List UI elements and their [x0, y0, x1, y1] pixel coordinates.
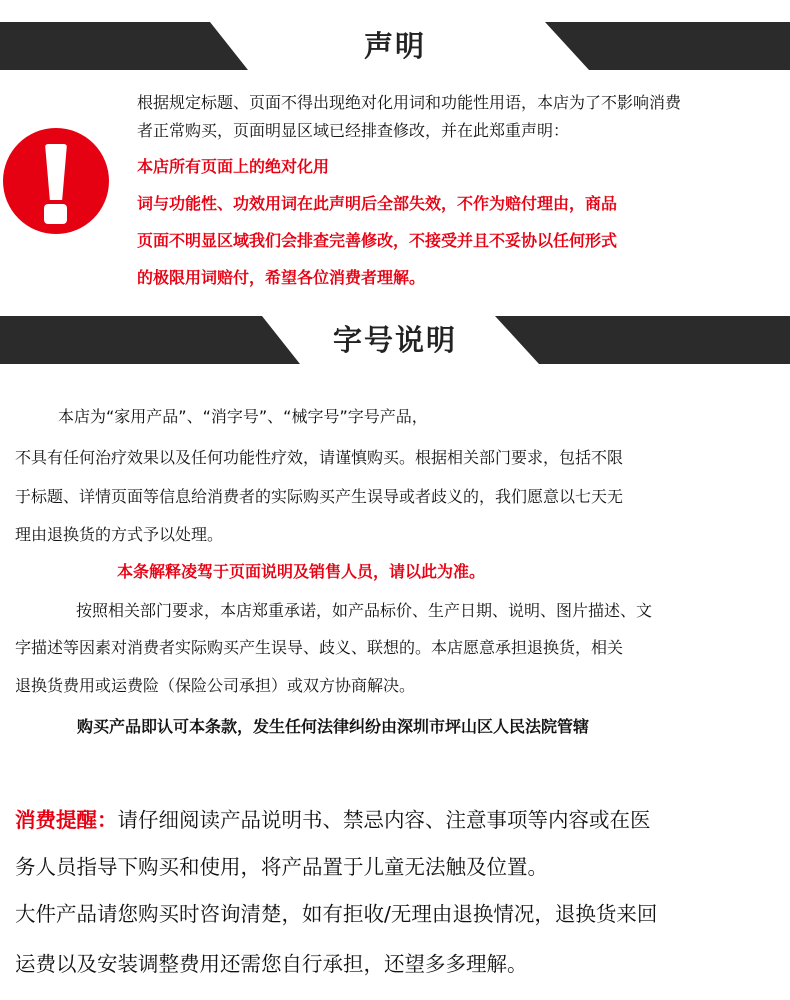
- statement-line-2: 者正常购买，页面明显区域已经排查修改，并在此郑重声明：: [137, 121, 570, 140]
- font-note-line-2: 不具有任何治疗效果以及任何功能性疗效，请谨慎购买。根据相关部门要求，包括不限: [15, 448, 624, 467]
- reminder-line-1: [15, 806, 651, 834]
- exclamation-dot: [44, 204, 67, 224]
- font-note-line-1: 本店为“家用产品”、“消字号”、“械字号”字号产品，: [58, 407, 428, 426]
- exclamation-stem: [45, 144, 67, 200]
- statement-line-1: 根据规定标题、页面不得出现绝对化用词和功能性用语，本店为了不影响消费: [137, 93, 682, 112]
- reminder-label: 消费提醒：: [15, 808, 118, 832]
- reminder-line-2: 务人员指导下购买和使用，将产品置于儿童无法触及位置。: [15, 855, 548, 879]
- statement-red-line-1: 本店所有页面上的绝对化用: [137, 157, 330, 176]
- section-header-statement: [0, 22, 790, 70]
- font-note-red-line: 本条解释凌驾于页面说明及销售人员，请以此为准。: [117, 562, 486, 581]
- font-note-p2-line-2: 字描述等因素对消费者实际购买产生误导、歧义、联想的。本店愿意承担退换货，相关: [15, 638, 624, 657]
- font-note-line-4: 理由退换货的方式予以处理。: [15, 525, 224, 544]
- jurisdiction-line: 购买产品即认可本条款，发生任何法律纠纷由深圳市坪山区人民法院管辖: [77, 717, 590, 736]
- exclamation-circle-icon: [3, 128, 109, 234]
- font-note-p2-line-3: 退换货费用或运费险（保险公司承担）或双方协商解决。: [15, 676, 416, 695]
- section-title-font-note: 字号说明: [332, 323, 457, 357]
- reminder-line-1-text: 请仔细阅读产品说明书、禁忌内容、注意事项等内容或在医: [117, 808, 651, 832]
- statement-red-line-3: 页面不明显区域我们会排查完善修改，不接受并且不妥协以任何形式: [137, 231, 618, 250]
- reminder-line-3: 大件产品请您购买时咨询清楚，如有拒收/无理由退换情况，退换货来回: [15, 902, 658, 926]
- statement-red-line-4: 的极限用词赔付，希望各位消费者理解。: [137, 268, 426, 287]
- section-title-statement: 声明: [363, 29, 426, 63]
- section-header-font-note: [0, 316, 790, 364]
- reminder-line-4: 运费以及安装调整费用还需您自行承担，还望多多理解。: [15, 952, 528, 976]
- statement-red-line-2: 词与功能性、功效用词在此声明后全部失效，不作为赔付理由，商品: [137, 194, 618, 213]
- font-note-line-3: 于标题、详情页面等信息给消费者的实际购买产生误导或者歧义的，我们愿意以七天无: [15, 487, 624, 506]
- font-note-p2-line-1: 按照相关部门要求，本店郑重承诺，如产品标价、生产日期、说明、图片描述、文: [76, 601, 653, 620]
